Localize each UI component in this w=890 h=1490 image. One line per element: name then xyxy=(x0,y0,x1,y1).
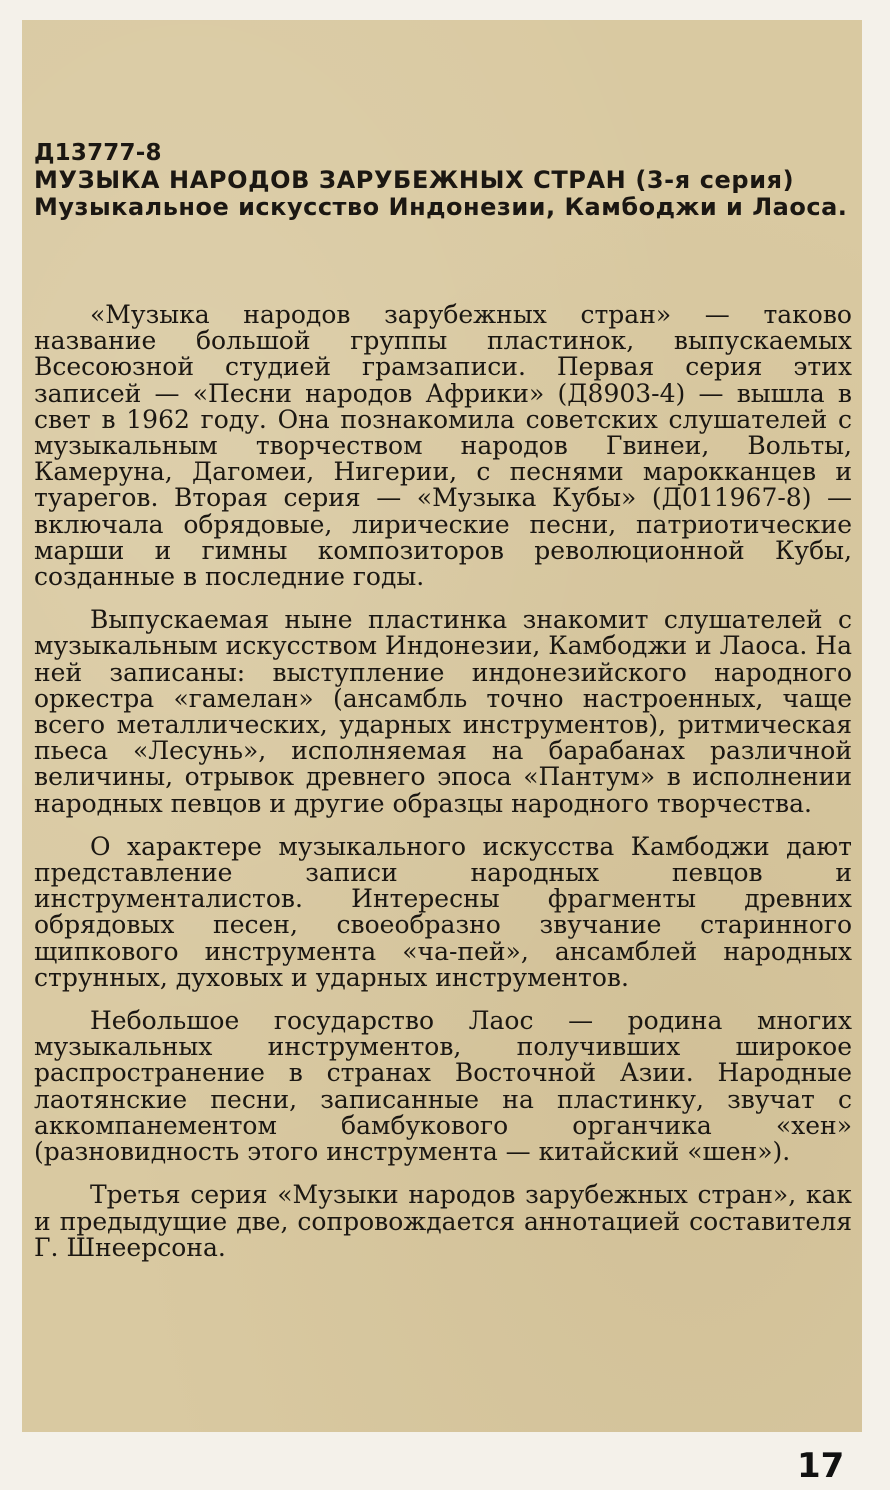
article-header xyxy=(34,140,849,221)
catalog-number: Д13777-8 xyxy=(34,140,162,166)
paragraph-3: О характере музыкального искусства Камбоджи дают представление записи народных певцов и инструменталистов. Интересны фрагменты древних обрядовых песен, своеобразно звучание старинного щипкового инструмента «ча-пей», ансамблей народных струнных, духовых и ударных инструментов. xyxy=(34,831,852,992)
article-body xyxy=(34,302,852,1278)
paragraph-2: Выпускаемая ныне пластинка знакомит слушателей с музыкальным искусством Индонезии, Камбоджи и Лаоса. На ней записаны: выступление индонезийского народного оркестра «гамелан» (ансамбль точно настроенных, чаще всего металлических, ударных инструментов), ритмическая пьеса «Лесунь», исполняемая на барабанах различной величины, отрывок древнего эпоса «Пантум» в исполнении народных певцов и другие образцы народного творчества. xyxy=(34,605,852,818)
record-subtitle: Музыкальное искусство Индонезии, Камбоджи и Лаоса. xyxy=(34,193,848,221)
paragraph-5: Третья серия «Музыки народов зарубежных стран», как и предыдущие две, сопровождается аннотацией составителя Г. Шнеерсона. xyxy=(34,1180,852,1262)
paragraph-1: «Музыка народов зарубежных стран» — таково название большой группы пластинок, выпускаемых Всесоюзной студией грамзаписи. Первая серия этих записей — «Песни народов Африки» (Д8903-4) — вышла в свет в 1962 году. Она познакомила советских слушателей с музыкальным творчеством народов Гвинеи, Вольты, Камеруна, Дагомеи, Нигерии, с песнями марокканцев и туарегов. Вторая серия — «Музыка Кубы» (Д011967-8) — включала обрядовые, лирические песни, патриотические марши и гимны композиторов революционной Кубы, созданные в последние годы. xyxy=(34,300,852,592)
paragraph-4: Небольшое государство Лаос — родина многих музыкальных инструментов, получивших широкое распространение в странах Восточной Азии. Народные лаотянские песни, записанные на пластинку, звучат с аккомпанементом бамбукового органчика «хен» (разновидность этого инструмента — китайский «шен»). xyxy=(34,1006,852,1167)
article-page xyxy=(22,20,862,1432)
page-number: 17 xyxy=(797,1446,845,1486)
series-title: МУЗЫКА НАРОДОВ ЗАРУБЕЖНЫХ СТРАН (3-я серия) xyxy=(34,166,795,194)
